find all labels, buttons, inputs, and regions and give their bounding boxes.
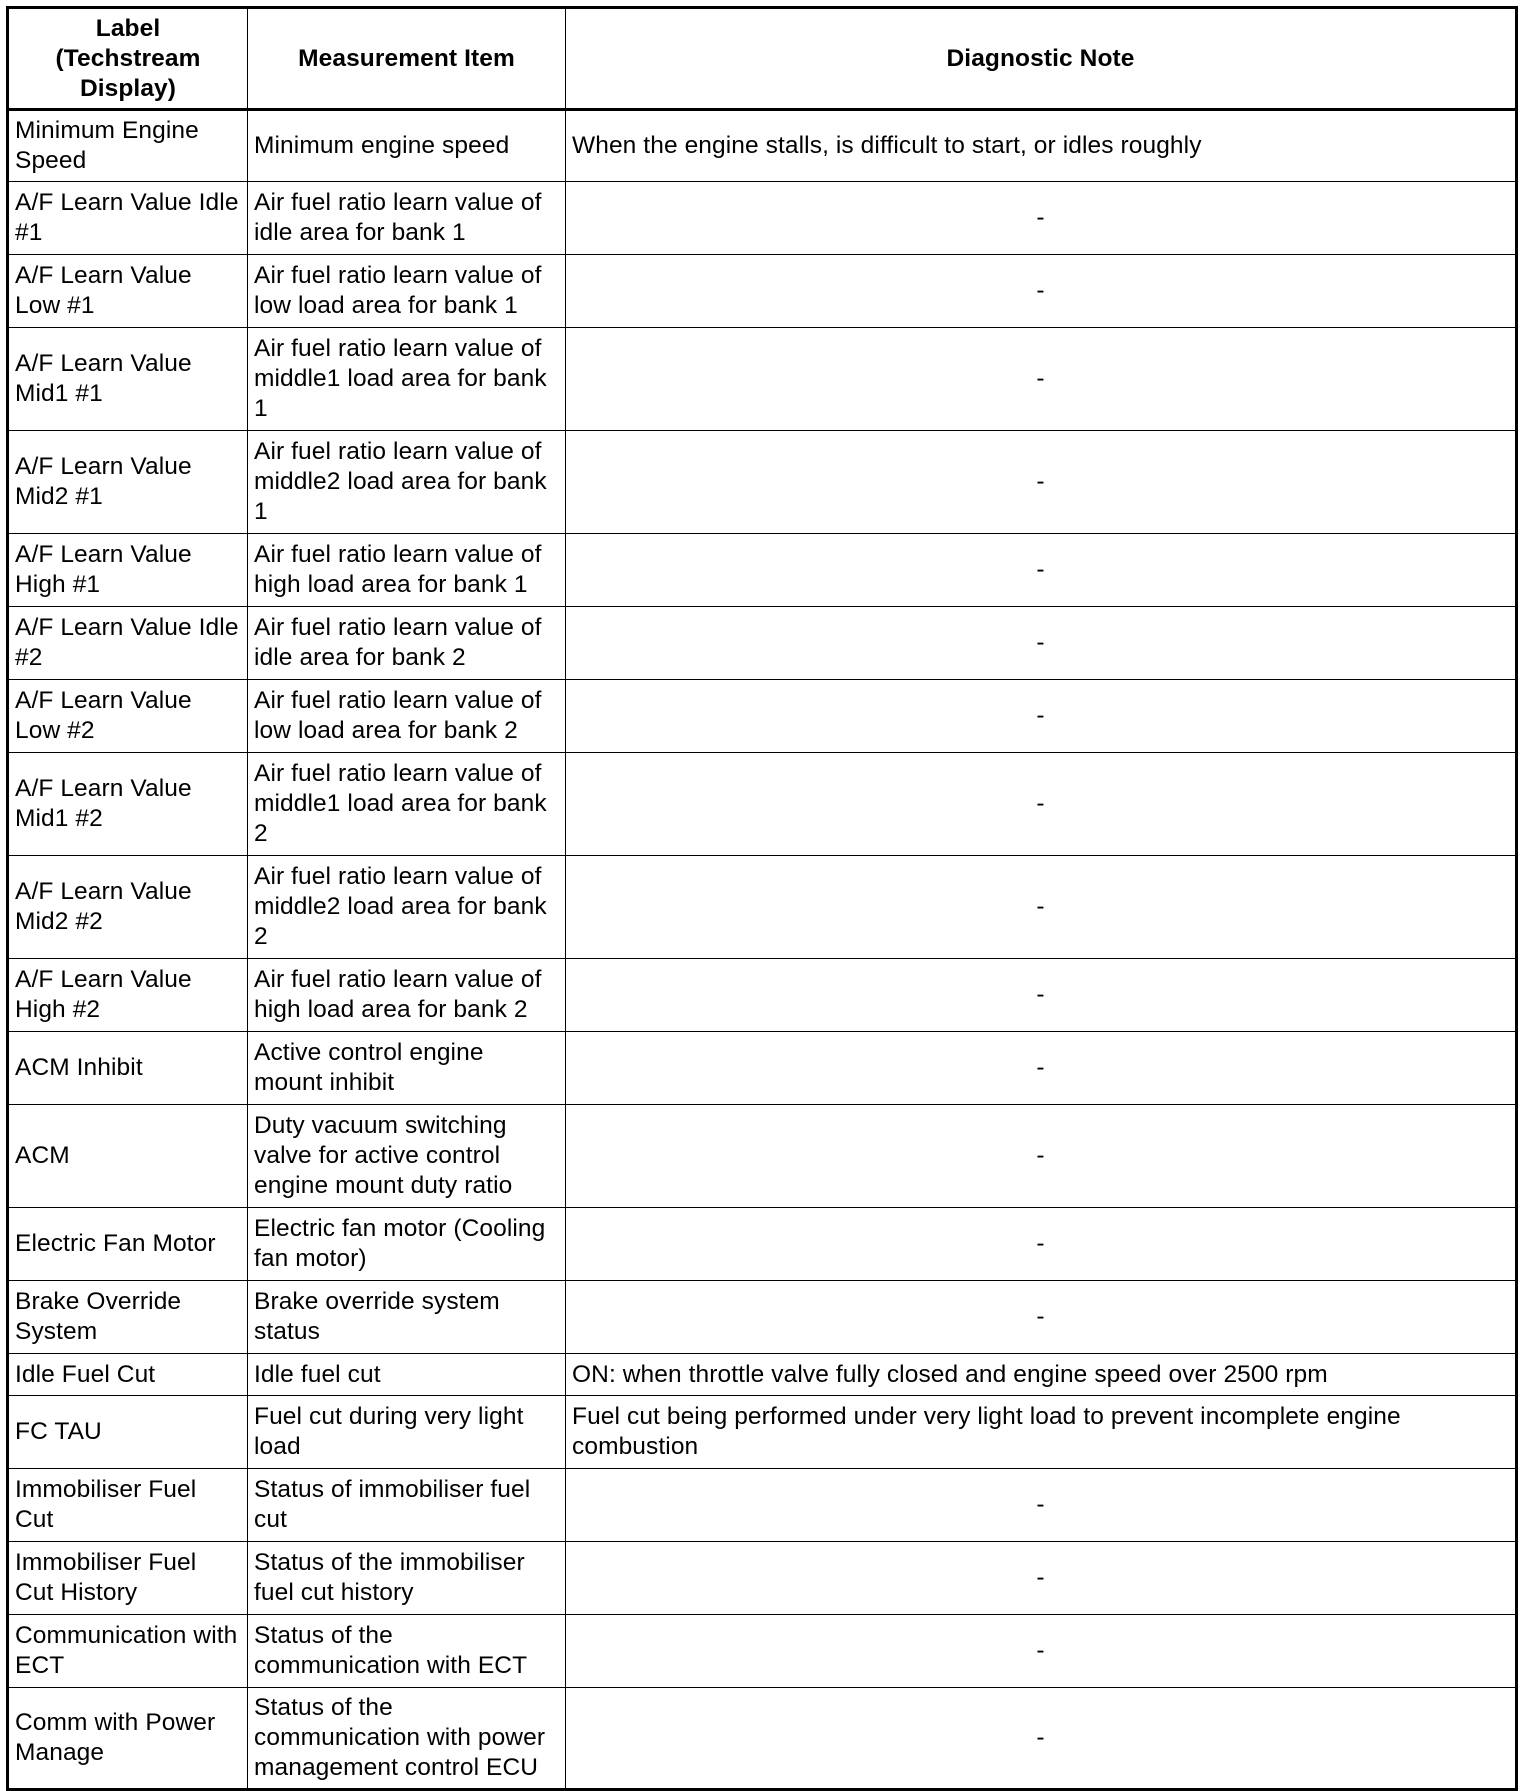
row-label: A/F Learn Value Low #1 [8,255,248,328]
row-measurement: Status of the immobiliser fuel cut history [248,1542,566,1615]
row-note: - [566,1615,1517,1688]
row-measurement: Air fuel ratio learn value of middle1 load area for bank 1 [248,328,566,431]
row-label: Brake Override System [8,1281,248,1354]
table-row [8,1105,1517,1208]
row-note: ON: when throttle valve fully closed and engine speed over 2500 rpm [566,1354,1517,1396]
row-note: - [566,431,1517,534]
row-measurement: Status of the communication with power management control ECU [248,1688,566,1790]
row-label: ACM Inhibit [8,1032,248,1105]
row-label: Electric Fan Motor [8,1208,248,1281]
table-row [8,1615,1517,1688]
row-label: A/F Learn Value Mid1 #1 [8,328,248,431]
row-measurement: Air fuel ratio learn value of idle area for bank 1 [248,182,566,255]
table-row [8,534,1517,607]
row-note: - [566,255,1517,328]
table-row [8,431,1517,534]
row-note: - [566,1542,1517,1615]
table-row [8,856,1517,959]
row-measurement: Status of the communication with ECT [248,1615,566,1688]
table-row [8,1396,1517,1469]
table-row [8,1469,1517,1542]
row-measurement: Active control engine mount inhibit [248,1032,566,1105]
table-row [8,110,1517,182]
row-measurement: Air fuel ratio learn value of middle1 load area for bank 2 [248,753,566,856]
table-row [8,1542,1517,1615]
row-label: Immobiliser Fuel Cut History [8,1542,248,1615]
row-note: Fuel cut being performed under very light load to prevent incomplete engine combustion [566,1396,1517,1469]
table-row [8,1354,1517,1396]
table-row [8,607,1517,680]
row-measurement: Air fuel ratio learn value of idle area for bank 2 [248,607,566,680]
table-row [8,1281,1517,1354]
row-label: Idle Fuel Cut [8,1354,248,1396]
row-label: A/F Learn Value Idle #1 [8,182,248,255]
row-measurement: Air fuel ratio learn value of low load area for bank 1 [248,255,566,328]
row-note: - [566,856,1517,959]
table-row [8,1208,1517,1281]
header-measurement: Measurement Item [248,8,566,110]
data-list-table [6,6,1518,1791]
row-measurement: Air fuel ratio learn value of low load area for bank 2 [248,680,566,753]
row-label: A/F Learn Value Mid1 #2 [8,753,248,856]
header-note: Diagnostic Note [566,8,1517,110]
table-row [8,1032,1517,1105]
row-label: Minimum Engine Speed [8,110,248,182]
row-note: - [566,1032,1517,1105]
row-note: When the engine stalls, is difficult to start, or idles roughly [566,110,1517,182]
row-measurement: Air fuel ratio learn value of middle2 load area for bank 1 [248,431,566,534]
row-measurement: Status of immobiliser fuel cut [248,1469,566,1542]
table-row [8,753,1517,856]
row-measurement: Electric fan motor (Cooling fan motor) [248,1208,566,1281]
row-note: - [566,182,1517,255]
row-measurement: Fuel cut during very light load [248,1396,566,1469]
row-label: Communication with ECT [8,1615,248,1688]
row-note: - [566,328,1517,431]
row-measurement: Brake override system status [248,1281,566,1354]
table-row [8,680,1517,753]
row-measurement: Duty vacuum switching valve for active control engine mount duty ratio [248,1105,566,1208]
row-note: - [566,1281,1517,1354]
row-measurement: Air fuel ratio learn value of middle2 load area for bank 2 [248,856,566,959]
table-row [8,182,1517,255]
row-label: A/F Learn Value Idle #2 [8,607,248,680]
row-note: - [566,1208,1517,1281]
header-label: Label (Techstream Display) [8,8,248,110]
row-note: - [566,1105,1517,1208]
row-label: A/F Learn Value High #1 [8,534,248,607]
table-row [8,1688,1517,1790]
header-row [8,8,1517,110]
table-row [8,328,1517,431]
row-note: - [566,1688,1517,1790]
row-note: - [566,607,1517,680]
row-label: Comm with Power Manage [8,1688,248,1790]
row-label: A/F Learn Value High #2 [8,959,248,1032]
row-label: FC TAU [8,1396,248,1469]
row-measurement: Air fuel ratio learn value of high load area for bank 2 [248,959,566,1032]
row-measurement: Idle fuel cut [248,1354,566,1396]
row-label: ACM [8,1105,248,1208]
row-label: A/F Learn Value Low #2 [8,680,248,753]
table-row [8,255,1517,328]
row-label: A/F Learn Value Mid2 #2 [8,856,248,959]
table-row [8,959,1517,1032]
row-note: - [566,959,1517,1032]
row-note: - [566,680,1517,753]
row-measurement: Air fuel ratio learn value of high load area for bank 1 [248,534,566,607]
row-measurement: Minimum engine speed [248,110,566,182]
row-label: Immobiliser Fuel Cut [8,1469,248,1542]
row-note: - [566,534,1517,607]
row-note: - [566,753,1517,856]
row-label: A/F Learn Value Mid2 #1 [8,431,248,534]
row-note: - [566,1469,1517,1542]
